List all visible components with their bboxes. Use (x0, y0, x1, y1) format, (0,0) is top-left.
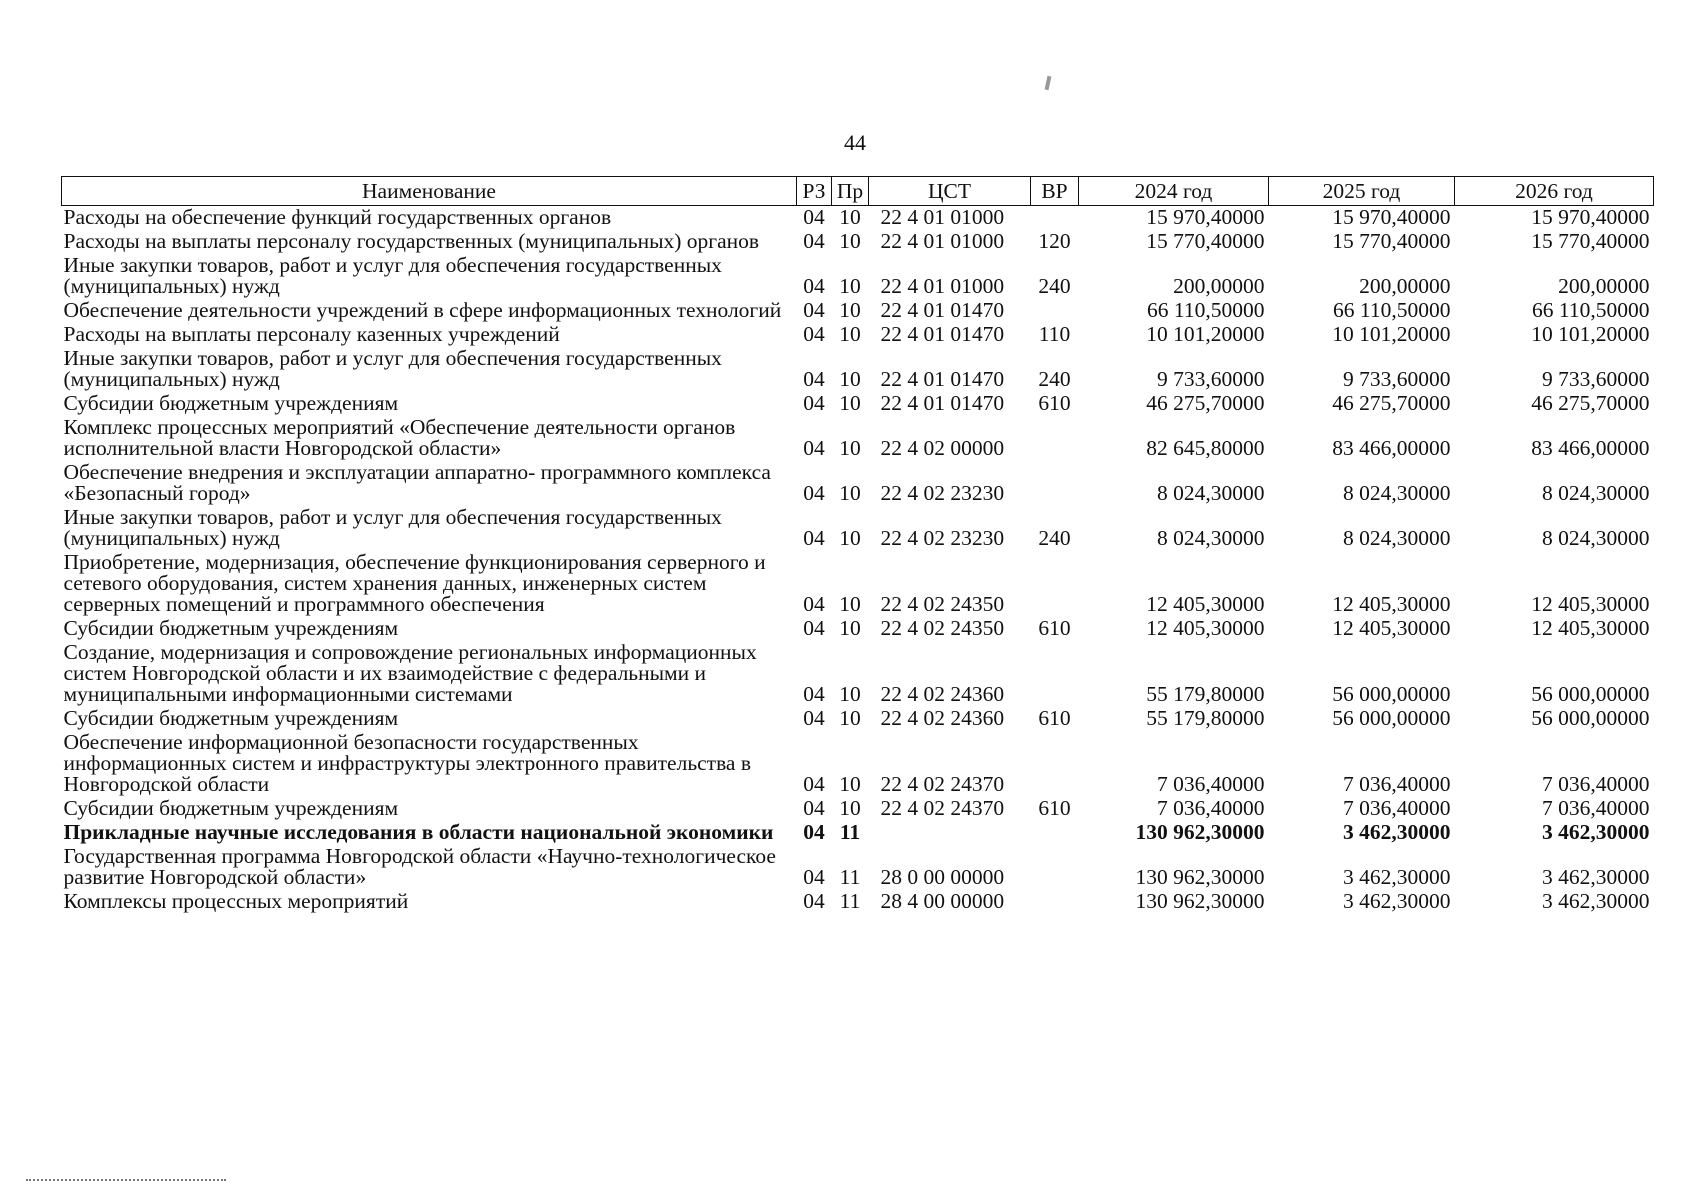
row-cst: 22 4 01 01000 (880, 274, 1005, 298)
row-cst: 28 4 00 00000 (880, 889, 1005, 913)
row-vr (1031, 641, 1079, 707)
row-amount-2024: 9 733,60000 (1157, 367, 1265, 391)
row-rz: 04 (803, 592, 825, 616)
row-amount-2024: 46 275,70000 (1146, 391, 1265, 415)
row-name: Прикладные научные исследования в области национальной экономики (63, 820, 774, 844)
table-row (62, 506, 1654, 551)
row-vr (1031, 731, 1079, 797)
row-cst: 22 4 02 23230 (880, 481, 1005, 505)
row-pr: 10 (839, 796, 861, 820)
budget-table (61, 176, 1654, 914)
table-row (62, 461, 1654, 506)
row-rz: 04 (803, 889, 825, 913)
row-name: Расходы на обеспечение функций государственных органов (63, 205, 612, 229)
row-amount-2024: 130 962,30000 (1135, 889, 1265, 913)
row-cst: 22 4 02 24370 (880, 772, 1005, 796)
row-vr: 240 (1038, 367, 1071, 391)
row-vr: 610 (1038, 616, 1071, 640)
row-amount-2025: 12 405,30000 (1332, 592, 1451, 616)
row-name: Расходы на выплаты персоналу государственных (муниципальных) органов (63, 229, 760, 253)
row-amount-2024: 15 770,40000 (1146, 229, 1265, 253)
row-amount-2026: 12 405,30000 (1531, 616, 1650, 640)
row-cst: 22 4 02 24370 (880, 796, 1005, 820)
row-pr: 10 (839, 367, 861, 391)
row-pr: 10 (839, 205, 861, 229)
row-name: Государственная программа Новгородской области «Научно-технологическое развитие Новгородской области» (63, 844, 776, 889)
row-vr: 240 (1038, 526, 1071, 550)
row-name: Расходы на выплаты персоналу казенных учреждений (63, 322, 560, 346)
table-row (62, 617, 1654, 641)
header-cst: ЦСТ (869, 177, 1031, 206)
table-row (62, 707, 1654, 731)
row-amount-2025: 3 462,30000 (1343, 889, 1451, 913)
row-cst: 22 4 02 23230 (880, 526, 1005, 550)
row-amount-2025: 46 275,70000 (1332, 391, 1451, 415)
row-rz: 04 (803, 820, 825, 844)
row-amount-2026: 3 462,30000 (1542, 820, 1650, 844)
table-row (62, 230, 1654, 254)
row-amount-2024: 55 179,80000 (1146, 706, 1265, 730)
table-row (62, 206, 1654, 231)
row-amount-2026: 15 770,40000 (1531, 229, 1650, 253)
row-amount-2024: 8 024,30000 (1157, 481, 1265, 505)
row-amount-2026: 7 036,40000 (1542, 796, 1650, 820)
row-name: Приобретение, модернизация, обеспечение функционирования серверного и сетевого оборудования, систем хранения данных, инженерных систем серверных помещений и программного обеспечения (63, 550, 766, 616)
row-amount-2025: 10 101,20000 (1332, 322, 1451, 346)
header-name: Наименование (62, 177, 797, 206)
row-amount-2026: 10 101,20000 (1531, 322, 1650, 346)
row-rz: 04 (803, 796, 825, 820)
row-vr (1031, 551, 1079, 617)
table-row (62, 299, 1654, 323)
row-pr: 10 (839, 772, 861, 796)
row-vr: 240 (1038, 274, 1071, 298)
row-amount-2026: 12 405,30000 (1531, 592, 1650, 616)
table-row (62, 347, 1654, 392)
row-pr: 10 (839, 229, 861, 253)
row-vr (1031, 416, 1079, 461)
row-amount-2025: 12 405,30000 (1332, 616, 1451, 640)
row-cst: 22 4 01 01470 (880, 322, 1005, 346)
row-pr: 10 (839, 298, 861, 322)
row-amount-2026: 3 462,30000 (1542, 889, 1650, 913)
row-amount-2026: 3 462,30000 (1542, 865, 1650, 889)
row-cst: 22 4 02 24350 (880, 616, 1005, 640)
row-amount-2026: 9 733,60000 (1542, 367, 1650, 391)
row-rz: 04 (803, 481, 825, 505)
row-cst: 22 4 01 01470 (880, 367, 1005, 391)
row-pr: 11 (839, 865, 861, 889)
row-rz: 04 (803, 205, 825, 229)
table-row (62, 890, 1654, 914)
row-vr (1031, 206, 1079, 231)
row-amount-2026: 56 000,00000 (1531, 706, 1650, 730)
row-pr: 10 (839, 706, 861, 730)
row-rz: 04 (803, 616, 825, 640)
row-amount-2026: 7 036,40000 (1542, 772, 1650, 796)
row-amount-2025: 15 770,40000 (1332, 229, 1451, 253)
row-vr (1031, 461, 1079, 506)
row-vr (1031, 845, 1079, 890)
row-name: Иные закупки товаров, работ и услуг для обеспечения государственных (муниципальных) нужд (63, 253, 722, 298)
row-pr: 11 (839, 889, 861, 913)
table-row (62, 731, 1654, 797)
footer-dotted-line (26, 1179, 226, 1182)
row-vr (1031, 821, 1079, 845)
row-cst (869, 821, 1031, 845)
row-vr: 610 (1038, 706, 1071, 730)
row-cst: 22 4 01 01470 (880, 298, 1005, 322)
row-pr: 10 (839, 322, 861, 346)
row-amount-2024: 10 101,20000 (1146, 322, 1265, 346)
row-cst: 22 4 01 01470 (880, 391, 1005, 415)
row-rz: 04 (803, 865, 825, 889)
row-rz: 04 (803, 298, 825, 322)
row-amount-2025: 8 024,30000 (1343, 526, 1451, 550)
row-amount-2024: 200,00000 (1173, 274, 1265, 298)
row-rz: 04 (803, 706, 825, 730)
row-amount-2024: 130 962,30000 (1135, 865, 1265, 889)
row-amount-2025: 83 466,00000 (1332, 436, 1451, 460)
row-rz: 04 (803, 436, 825, 460)
row-vr: 120 (1038, 229, 1071, 253)
table-header-row (62, 177, 1654, 206)
row-pr: 10 (839, 682, 861, 706)
row-amount-2026: 46 275,70000 (1531, 391, 1650, 415)
table-body (62, 206, 1654, 915)
row-pr: 10 (839, 592, 861, 616)
header-vr: ВР (1031, 177, 1079, 206)
row-amount-2024: 130 962,30000 (1135, 820, 1265, 844)
row-amount-2025: 3 462,30000 (1343, 820, 1451, 844)
row-name: Обеспечение информационной безопасности государственных информационных систем и инфраструктуры электронного правительства в Новгородской области (63, 730, 752, 796)
row-amount-2025: 3 462,30000 (1343, 865, 1451, 889)
row-cst: 22 4 01 01000 (880, 229, 1005, 253)
row-amount-2024: 12 405,30000 (1146, 616, 1265, 640)
row-cst: 22 4 01 01000 (880, 205, 1005, 229)
table-row (62, 416, 1654, 461)
table-row (62, 254, 1654, 299)
page-number: 44 (844, 130, 866, 155)
row-name: Комплекс процессных мероприятий «Обеспечение деятельности органов исполнительной власти Новгородской области» (63, 415, 736, 460)
row-rz: 04 (803, 526, 825, 550)
row-pr: 10 (839, 481, 861, 505)
row-amount-2024: 15 970,40000 (1146, 205, 1265, 229)
row-amount-2024: 12 405,30000 (1146, 592, 1265, 616)
row-name: Субсидии бюджетным учреждениям (63, 616, 399, 640)
row-amount-2024: 82 645,80000 (1146, 436, 1265, 460)
row-amount-2026: 56 000,00000 (1531, 682, 1650, 706)
header-pr: Пр (832, 177, 869, 206)
table-row (62, 641, 1654, 707)
row-rz: 04 (803, 772, 825, 796)
row-vr: 610 (1038, 391, 1071, 415)
row-amount-2026: 66 110,50000 (1532, 298, 1650, 322)
row-amount-2026: 8 024,30000 (1542, 481, 1650, 505)
row-pr: 10 (839, 616, 861, 640)
row-rz: 04 (803, 391, 825, 415)
row-name: Иные закупки товаров, работ и услуг для обеспечения государственных (муниципальных) нужд (63, 346, 722, 391)
row-name: Обеспечение деятельности учреждений в сфере информационных технологий (63, 298, 782, 322)
row-cst: 22 4 02 24360 (880, 706, 1005, 730)
scan-speck (1045, 76, 1052, 91)
row-name: Создание, модернизация и сопровождение региональных информационных систем Новгородской области и их взаимодействие с федеральными и муниципальными информационными системами (63, 640, 757, 706)
row-amount-2026: 200,00000 (1558, 274, 1650, 298)
table-row (62, 821, 1654, 845)
row-vr: 610 (1038, 796, 1071, 820)
row-pr: 10 (839, 391, 861, 415)
row-amount-2025: 56 000,00000 (1332, 682, 1451, 706)
table-row (62, 797, 1654, 821)
table-row (62, 551, 1654, 617)
row-amount-2025: 7 036,40000 (1343, 772, 1451, 796)
row-rz: 04 (803, 322, 825, 346)
row-name: Комплексы процессных мероприятий (63, 889, 409, 913)
table-row (62, 323, 1654, 347)
row-amount-2025: 7 036,40000 (1343, 796, 1451, 820)
row-amount-2025: 8 024,30000 (1343, 481, 1451, 505)
row-amount-2024: 7 036,40000 (1157, 796, 1265, 820)
row-rz: 04 (803, 682, 825, 706)
row-rz: 04 (803, 274, 825, 298)
row-amount-2025: 15 970,40000 (1332, 205, 1451, 229)
row-amount-2024: 7 036,40000 (1157, 772, 1265, 796)
header-2024: 2024 год (1079, 177, 1269, 206)
header-rz: РЗ (797, 177, 832, 206)
header-2026: 2026 год (1455, 177, 1654, 206)
row-cst: 22 4 02 00000 (880, 436, 1005, 460)
row-rz: 04 (803, 229, 825, 253)
row-pr: 11 (839, 820, 861, 844)
row-amount-2024: 55 179,80000 (1146, 682, 1265, 706)
row-amount-2024: 8 024,30000 (1157, 526, 1265, 550)
row-vr (1031, 890, 1079, 914)
table-row (62, 845, 1654, 890)
row-pr: 10 (839, 436, 861, 460)
row-amount-2026: 83 466,00000 (1531, 436, 1650, 460)
row-amount-2024: 66 110,50000 (1147, 298, 1265, 322)
row-rz: 04 (803, 367, 825, 391)
header-2025: 2025 год (1269, 177, 1455, 206)
row-cst: 28 0 00 00000 (880, 865, 1005, 889)
row-vr: 110 (1038, 322, 1071, 346)
row-amount-2026: 15 970,40000 (1531, 205, 1650, 229)
table-row (62, 392, 1654, 416)
row-amount-2026: 8 024,30000 (1542, 526, 1650, 550)
row-vr (1031, 299, 1079, 323)
row-pr: 10 (839, 274, 861, 298)
row-name: Субсидии бюджетным учреждениям (63, 796, 399, 820)
row-name: Иные закупки товаров, работ и услуг для обеспечения государственных (муниципальных) нужд (63, 505, 722, 550)
row-name: Субсидии бюджетным учреждениям (63, 391, 399, 415)
row-amount-2025: 200,00000 (1359, 274, 1451, 298)
row-cst: 22 4 02 24360 (880, 682, 1005, 706)
row-cst: 22 4 02 24350 (880, 592, 1005, 616)
row-amount-2025: 56 000,00000 (1332, 706, 1451, 730)
row-amount-2025: 66 110,50000 (1333, 298, 1451, 322)
row-pr: 10 (839, 526, 861, 550)
row-name: Обеспечение внедрения и эксплуатации аппаратно- программного комплекса «Безопасный город» (63, 460, 771, 505)
row-amount-2025: 9 733,60000 (1343, 367, 1451, 391)
row-name: Субсидии бюджетным учреждениям (63, 706, 399, 730)
